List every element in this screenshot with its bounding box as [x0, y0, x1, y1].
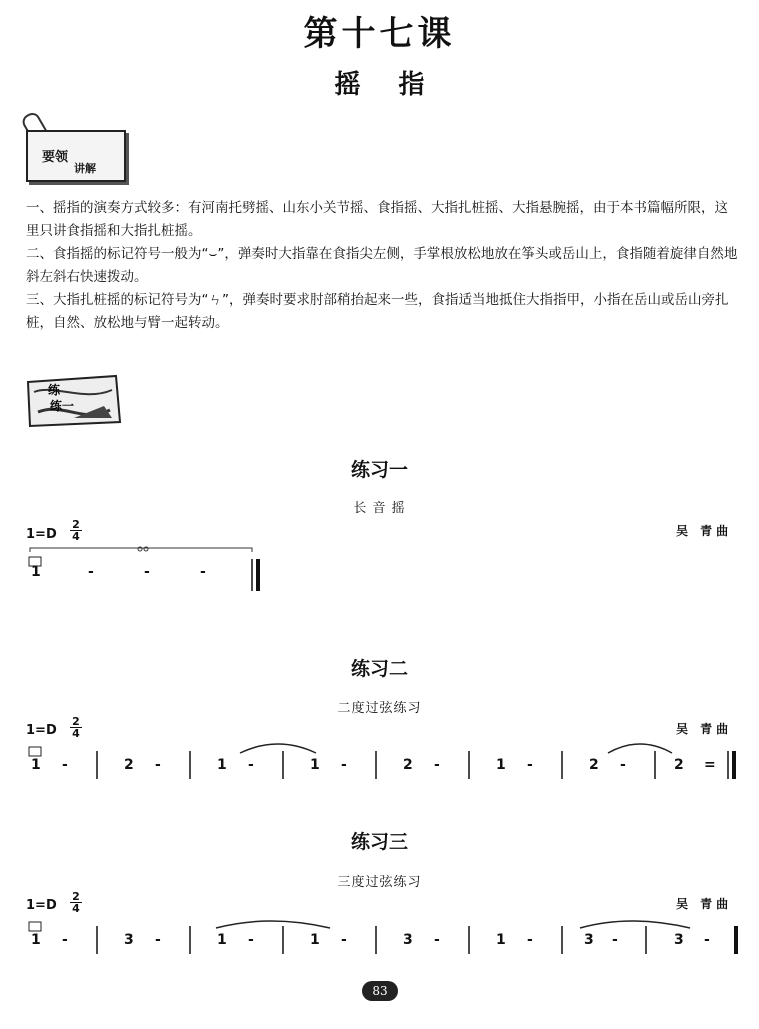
ex2-note: - — [62, 757, 68, 773]
exercise-1-subtitle: 长 音 摇 — [353, 501, 406, 516]
time-top: 2 — [72, 890, 80, 903]
ex3-note: - — [704, 932, 710, 948]
ex2-note: 2 — [674, 757, 684, 773]
page-number: 83 — [362, 981, 398, 1001]
ex2-note: 1 — [217, 757, 227, 773]
ex2-note: - — [341, 757, 347, 773]
ex3-note: 3 — [403, 932, 413, 948]
ex3-note: 3 — [674, 932, 684, 948]
exercise-1-composer: 吴 青曲 — [676, 524, 733, 538]
ex2-note: 2 — [124, 757, 134, 773]
exercise-2-composer: 吴 青曲 — [676, 722, 733, 736]
ex2-note: 1 — [310, 757, 320, 773]
ex2-note: 1 — [496, 757, 506, 773]
exercise-3-key: 1=D — [26, 898, 57, 913]
ex1-note: - — [88, 564, 94, 580]
ex3-note: - — [612, 932, 618, 948]
ex1-note: 1 — [31, 564, 41, 580]
exercise-3-composer: 吴 青曲 — [676, 897, 733, 911]
paragraph-1: 一、摇指的演奏方式较多：有河南托劈摇、山东小关节摇、食指摇、大指扎桩摇、大指悬腕摇，由于本书篇幅所限，这里只讲食指摇和大指扎桩摇。 — [26, 200, 728, 239]
exercise-3-subtitle: 三度过弦练习 — [337, 875, 422, 890]
finger-mark-icon — [29, 922, 41, 931]
ex3-note: - — [62, 932, 68, 948]
exercise-3-title: 练习三 — [350, 831, 408, 853]
ex3-note: - — [434, 932, 440, 948]
time-top: 2 — [72, 715, 80, 728]
practice-illustration-icon — [24, 372, 122, 430]
exercise-1-title: 练习一 — [350, 459, 408, 481]
ex1-note: - — [200, 564, 206, 580]
ex3-note: - — [248, 932, 254, 948]
ex2-note: = — [704, 757, 716, 773]
exercise-2-staff — [0, 735, 759, 785]
ex2-note: - — [527, 757, 533, 773]
ex2-note: - — [434, 757, 440, 773]
ex3-note: 1 — [31, 932, 41, 948]
ex3-note: 3 — [124, 932, 134, 948]
practice-badge-line-1: 练 — [48, 383, 61, 397]
exercise-2-title: 练习二 — [350, 658, 408, 680]
slur — [580, 921, 690, 928]
exercise-1-staff — [0, 545, 759, 595]
tremolo-bracket — [30, 548, 252, 552]
practice-badge-line-2: 练一 — [50, 399, 75, 413]
ex2-note: - — [155, 757, 161, 773]
ex3-note: 1 — [310, 932, 320, 948]
ex3-note: 1 — [217, 932, 227, 948]
ex3-note: - — [341, 932, 347, 948]
exercise-1-key: 1=D — [26, 527, 57, 542]
slur — [240, 744, 316, 753]
finger-mark-icon — [29, 747, 41, 756]
exercise-2-key: 1=D — [26, 723, 57, 738]
badge-line-2: 讲解 — [74, 162, 96, 175]
lesson-title: 第十七课 — [303, 14, 456, 54]
ex2-note: 1 — [31, 757, 41, 773]
ex2-note: 2 — [589, 757, 599, 773]
ex3-note: - — [155, 932, 161, 948]
ex3-note: 1 — [496, 932, 506, 948]
key-points-badge — [26, 130, 126, 182]
slur — [608, 744, 672, 753]
exercise-2-subtitle: 二度过弦练习 — [337, 701, 422, 716]
ex2-note: - — [620, 757, 626, 773]
slur — [216, 921, 330, 928]
ex2-note: - — [248, 757, 254, 773]
time-top: 2 — [72, 518, 80, 531]
exercise-3-staff — [0, 910, 759, 960]
ex1-note: - — [144, 564, 150, 580]
paragraph-2: 二、食指摇的标记符号一般为“⌣”，弹奏时大指靠在食指尖左侧，手掌根放松地放在筝头或岳山上，食指随着旋律自然地斜左斜右快速拨动。 — [26, 246, 738, 285]
time-bottom: 4 — [70, 530, 82, 542]
paragraph-3: 三、大指扎桩摇的标记符号为“ㄣ”，弹奏时要求肘部稍抬起来一些，食指适当地抵住大指指甲，小指在岳山或岳山旁扎桩，自然、放松地与臂一起转动。 — [26, 292, 729, 331]
lesson-subtitle: 摇指 — [334, 70, 463, 100]
ex3-note: - — [527, 932, 533, 948]
ex3-note: 3 — [584, 932, 594, 948]
exercise-1-time-signature — [70, 519, 82, 542]
time-bottom: 4 — [70, 902, 82, 914]
time-bottom: 4 — [70, 727, 82, 739]
ex2-note: 2 — [403, 757, 413, 773]
badge-line-1: 要领 — [42, 150, 69, 165]
